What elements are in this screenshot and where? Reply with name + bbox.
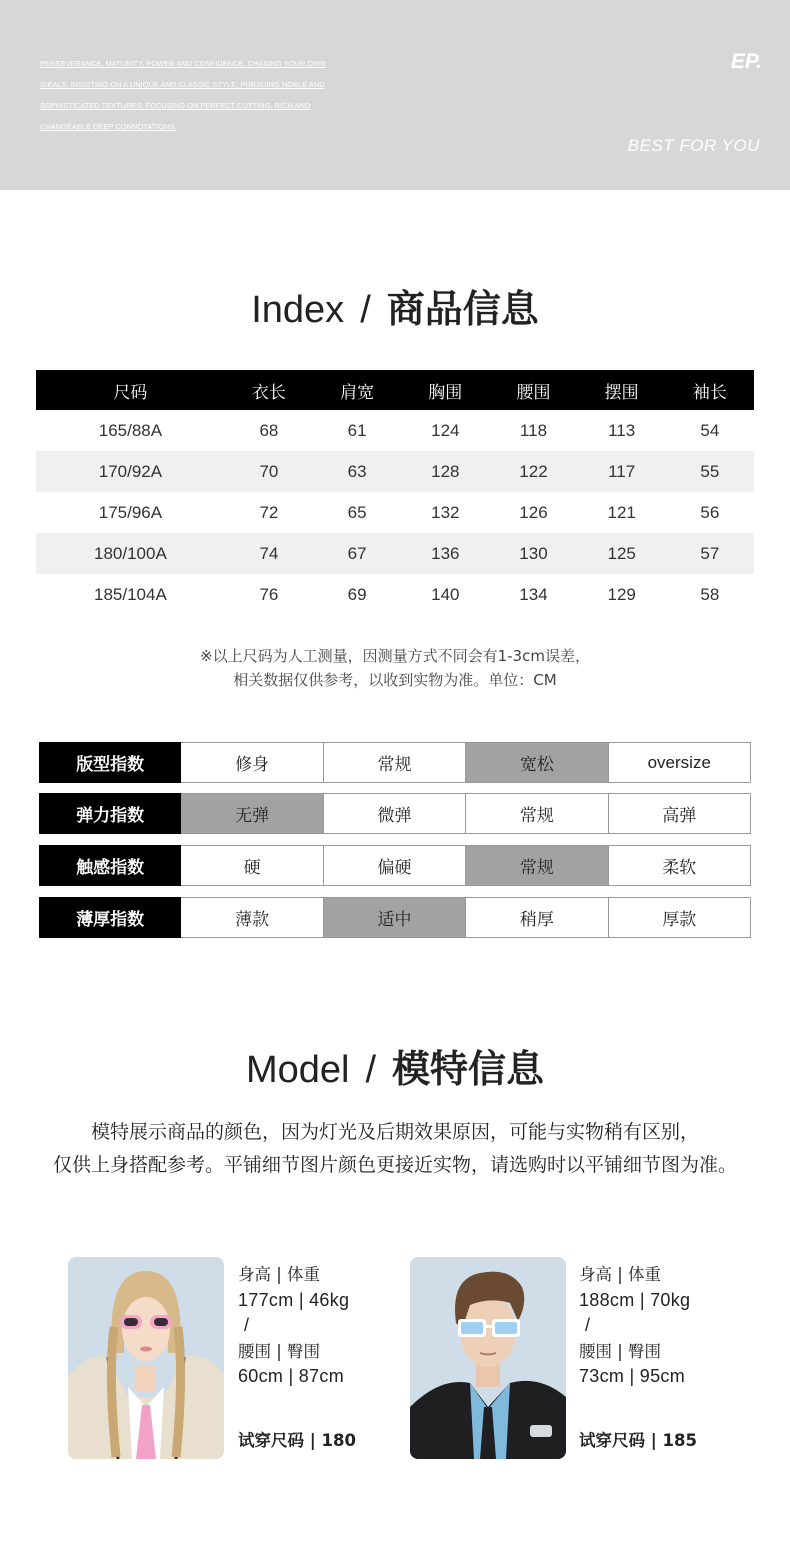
model-info-male <box>579 1262 719 1458</box>
size-table-row <box>36 533 754 574</box>
model-title-cn: 模特信息 <box>392 1047 545 1091</box>
size-cell: 61 <box>347 420 367 440</box>
size-table-row <box>36 451 754 492</box>
banner-slogan-line: CHANGEABLE DEEP CONNOTATIONS. <box>40 122 177 131</box>
brand-logo: EP. <box>730 50 762 73</box>
try-size: 试穿尺码 | 180 <box>238 1431 356 1450</box>
size-cell: 126 <box>519 502 548 522</box>
size-table-header: 尺码 <box>36 370 225 410</box>
size-cell: 165/88A <box>98 420 163 440</box>
size-cell: 69 <box>347 584 367 604</box>
model-description-line: 模特展示商品的颜色，因为灯光及后期效果原因，可能与实物稍有区别， <box>90 1121 699 1143</box>
index-label: 触感指数 <box>39 845 181 886</box>
height-weight-label: 身高 | 体重 <box>579 1265 662 1284</box>
model-photo-female-image <box>68 1257 224 1459</box>
size-cell: 76 <box>259 584 279 604</box>
index-option: 柔软 <box>609 845 751 886</box>
size-cell: 132 <box>431 502 460 522</box>
index-label: 弹力指数 <box>39 793 181 834</box>
size-cell: 175/96A <box>98 502 163 522</box>
size-cell: 63 <box>313 451 401 492</box>
size-table-header: 衣长 <box>225 370 313 410</box>
banner-slogan-line: SOPHISTICATED TEXTURES; FOCUSING ON PERFECT CUTTING, RICH AND <box>40 101 311 110</box>
model-title-en: Model <box>245 1049 350 1091</box>
waist-hip-label: 腰围 | 臀围 <box>238 1341 321 1361</box>
size-cell: 180/100A <box>36 533 225 574</box>
index-option: oversize <box>609 742 751 783</box>
size-cell: 170/92A <box>36 451 225 492</box>
size-table-header: 摆围 <box>578 370 666 410</box>
size-cell: 74 <box>225 533 313 574</box>
size-cell: 65 <box>347 502 367 522</box>
index-option: 修身 <box>181 742 323 783</box>
thickness-index-row <box>39 897 751 938</box>
size-cell: 124 <box>431 420 460 440</box>
model-title-slash: / <box>365 1049 377 1091</box>
size-table-header-row <box>36 370 754 410</box>
size-cell: 58 <box>700 584 720 604</box>
index-option: 高弹 <box>609 793 751 834</box>
height-weight-label: 身高 | 体重 <box>238 1265 321 1284</box>
size-cell: 125 <box>578 533 666 574</box>
size-cell: 185/104A <box>94 584 167 604</box>
info-divider: / <box>244 1315 250 1335</box>
size-table-header: 袖长 <box>666 370 754 410</box>
size-cell: 129 <box>607 584 636 604</box>
touch-index-row <box>39 845 751 886</box>
index-option-selected: 宽松 <box>466 742 608 783</box>
height-weight-value: 177cm | 46kg <box>238 1289 350 1310</box>
size-cell: 136 <box>401 533 489 574</box>
index-option: 厚款 <box>609 897 751 938</box>
try-size: 试穿尺码 | 185 <box>579 1431 697 1450</box>
size-cell: 130 <box>489 533 577 574</box>
size-table <box>36 370 754 615</box>
index-option: 薄款 <box>181 897 323 938</box>
measurement-note <box>0 644 790 692</box>
index-title-en: Index <box>251 289 345 331</box>
size-cell: 117 <box>578 451 666 492</box>
banner-slogan-line: PERSEVERANCE, MATURITY, POWER AND CONFIDENCE, CHASING YOUR OWN <box>40 59 326 68</box>
size-table-row <box>36 410 754 451</box>
index-option: 稍厚 <box>466 897 608 938</box>
index-title-cn: 商品信息 <box>386 287 539 331</box>
index-option: 微弹 <box>324 793 466 834</box>
measurement-note-line: ※以上尺码为人工测量，因测量方式不同会有1-3cm误差， <box>200 647 590 665</box>
size-table-row <box>36 492 754 533</box>
index-option-selected: 无弹 <box>181 793 323 834</box>
size-cell: 113 <box>608 420 636 440</box>
size-cell: 118 <box>519 420 548 440</box>
waist-hip-value: 73cm | 95cm <box>579 1366 686 1386</box>
size-cell: 72 <box>259 502 279 522</box>
top-banner <box>0 0 790 190</box>
size-table-row <box>36 574 754 615</box>
size-cell: 134 <box>519 584 548 604</box>
model-info-female <box>238 1262 378 1458</box>
size-cell: 57 <box>666 533 754 574</box>
size-table-header: 肩宽 <box>313 370 401 410</box>
size-cell: 122 <box>489 451 577 492</box>
banner-tagline: BEST FOR YOU <box>627 136 760 155</box>
size-cell: 67 <box>313 533 401 574</box>
model-photo-female <box>68 1257 224 1459</box>
size-cell: 55 <box>666 451 754 492</box>
index-option: 常规 <box>324 742 466 783</box>
elasticity-index-row <box>39 793 751 834</box>
waist-hip-value: 60cm | 87cm <box>238 1366 345 1386</box>
waist-hip-label: 腰围 | 臀围 <box>579 1341 662 1361</box>
index-option: 偏硬 <box>324 845 466 886</box>
index-label: 版型指数 <box>39 742 181 783</box>
size-table-header: 腰围 <box>489 370 577 410</box>
size-cell: 56 <box>700 502 720 522</box>
size-cell: 140 <box>431 584 460 604</box>
model-photo-male-image <box>410 1257 566 1459</box>
index-option: 硬 <box>181 845 323 886</box>
index-title-slash: / <box>360 289 371 331</box>
measurement-note-line: 相关数据仅供参考，以收到实物为准。单位：CM <box>233 671 557 689</box>
size-cell: 121 <box>607 502 636 522</box>
index-section-title <box>0 278 790 333</box>
info-divider: / <box>585 1315 591 1335</box>
index-option-selected: 常规 <box>466 845 608 886</box>
size-cell: 70 <box>225 451 313 492</box>
model-description <box>0 1116 790 1182</box>
model-description-line: 仅供上身搭配参考。平铺细节图片颜色更接近实物，请选购时以平铺细节图为准。 <box>52 1154 737 1176</box>
index-label: 薄厚指数 <box>39 897 181 938</box>
index-option: 常规 <box>466 793 608 834</box>
size-table-header: 胸围 <box>401 370 489 410</box>
size-cell: 54 <box>700 420 720 440</box>
banner-slogan <box>40 53 380 137</box>
fit-index-row <box>39 742 751 783</box>
height-weight-value: 188cm | 70kg <box>579 1289 691 1310</box>
model-photo-male <box>410 1257 566 1459</box>
size-cell: 68 <box>259 420 279 440</box>
size-cell: 128 <box>401 451 489 492</box>
index-option-selected: 适中 <box>324 897 466 938</box>
banner-slogan-line: IDEALS, INSISTING ON A UNIQUE AND CLASSIC STYLE; PURSUING NOBLE AND <box>40 80 325 89</box>
model-section-title <box>0 1038 790 1093</box>
